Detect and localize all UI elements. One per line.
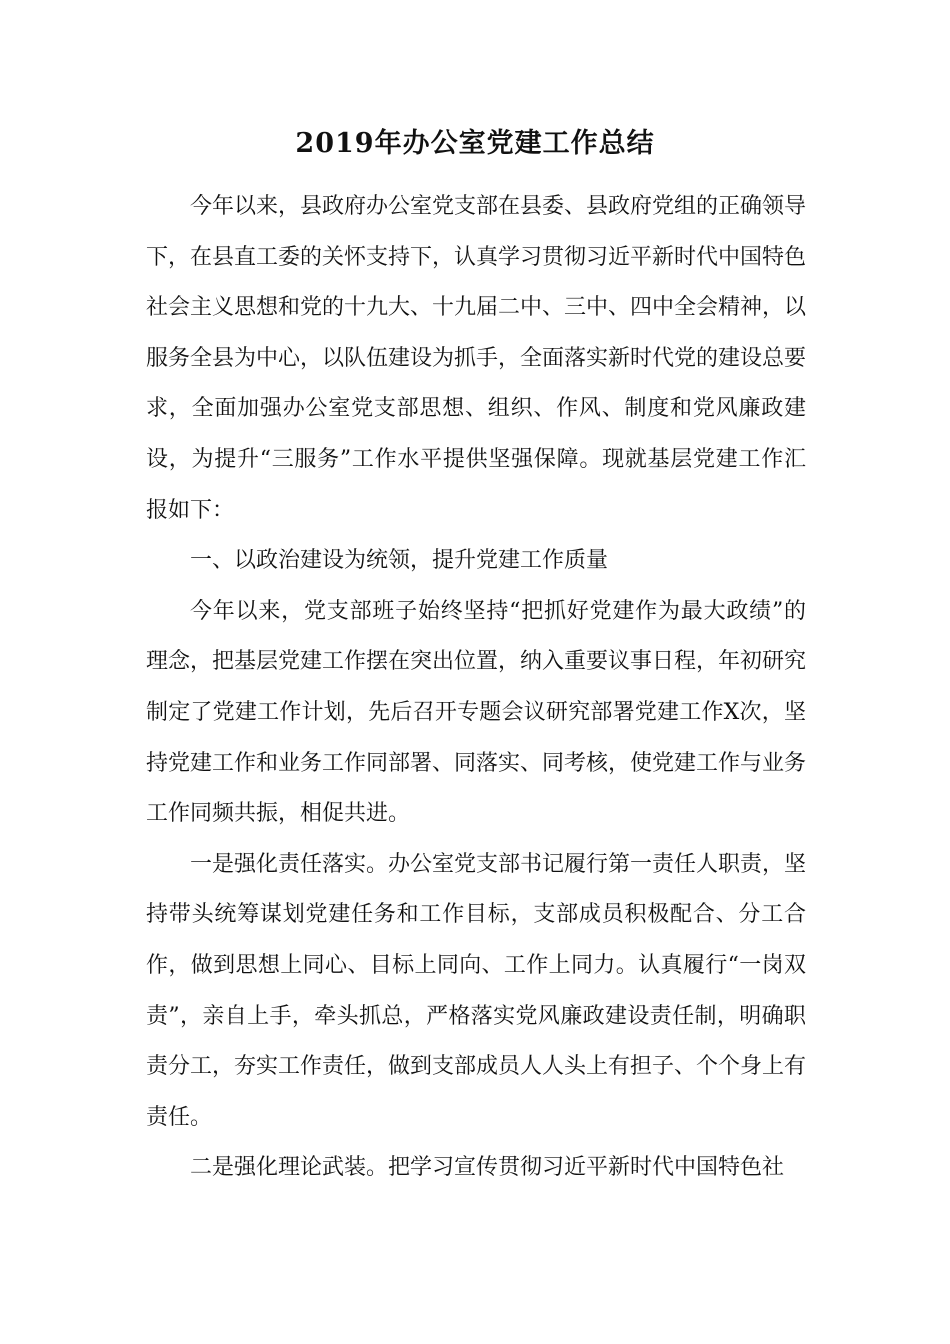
section-heading: 一、以政治建设为统领，提升党建工作质量 [190,548,609,574]
document-title: 2019年办公室党建工作总结 [295,128,655,159]
document-body [146,182,806,1194]
paragraph-intro: 今年以来，县政府办公室党支部在县委、县政府党组的正确领导下，在县直工委的关怀支持下，认真学习贯彻习近平新时代中国特色社会主义思想和党的十九大、十九届二中、三中、四中全会精神，以服务全县为中心，以队伍建设为抓手，全面落实新时代党的建设总要求，全面加强办公室党支部思想、组织、作风、制度和党风廉政建设，为提升“三服务”工作水平提供坚强保障。现就基层党建工作汇报如下： [146,194,807,523]
paragraph-section-one: 今年以来，党支部班子始终坚持“把抓好党建作为最大政绩”的理念，把基层党建工作摆在突出位置，纳入重要议事日程，年初研究制定了党建工作计划，先后召开专题会议研究部署党建工作X次，坚持党建工作和业务工作同部署、同落实、同考核，使党建工作与业务工作同频共振，相促共进。 [146,598,807,827]
paragraph-responsibility: 一是强化责任落实。办公室党支部书记履行第一责任人职责，坚持带头统筹谋划党建任务和工作目标，支部成员积极配合、分工合作，做到思想上同心、目标上同向、工作上同力。认真履行“一岗双责”，亲自上手，牵头抓总，严格落实党风廉政建设责任制，明确职责分工，夯实工作责任，做到支部成员人人头上有担子、个个身上有责任。 [146,851,807,1130]
paragraph-theory: 二是强化理论武装。把学习宣传贯彻习近平新时代中国特色社 [190,1155,785,1181]
